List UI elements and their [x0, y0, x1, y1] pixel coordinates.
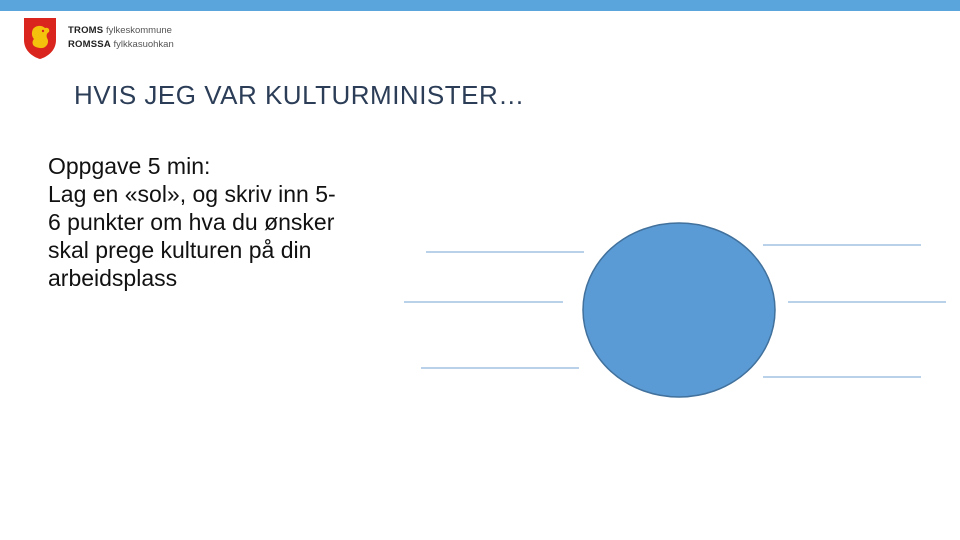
org-type-romssa: fylkkasuohkan: [113, 39, 174, 50]
slide-title: HVIS JEG VAR KULTURMINISTER…: [74, 80, 525, 110]
org-type-troms: fylkeskommune: [105, 25, 172, 36]
task-heading: Oppgave 5 min:: [48, 153, 211, 179]
sun-circle: [583, 223, 775, 397]
org-name-troms: TROMS: [68, 25, 104, 36]
task-description: Lag en «sol», og skriv inn 5-6 punkter om hva du ønsker skal prege kulturen på din arbeidsplass: [48, 181, 336, 291]
org-name-romssa: ROMSSA: [68, 39, 111, 50]
